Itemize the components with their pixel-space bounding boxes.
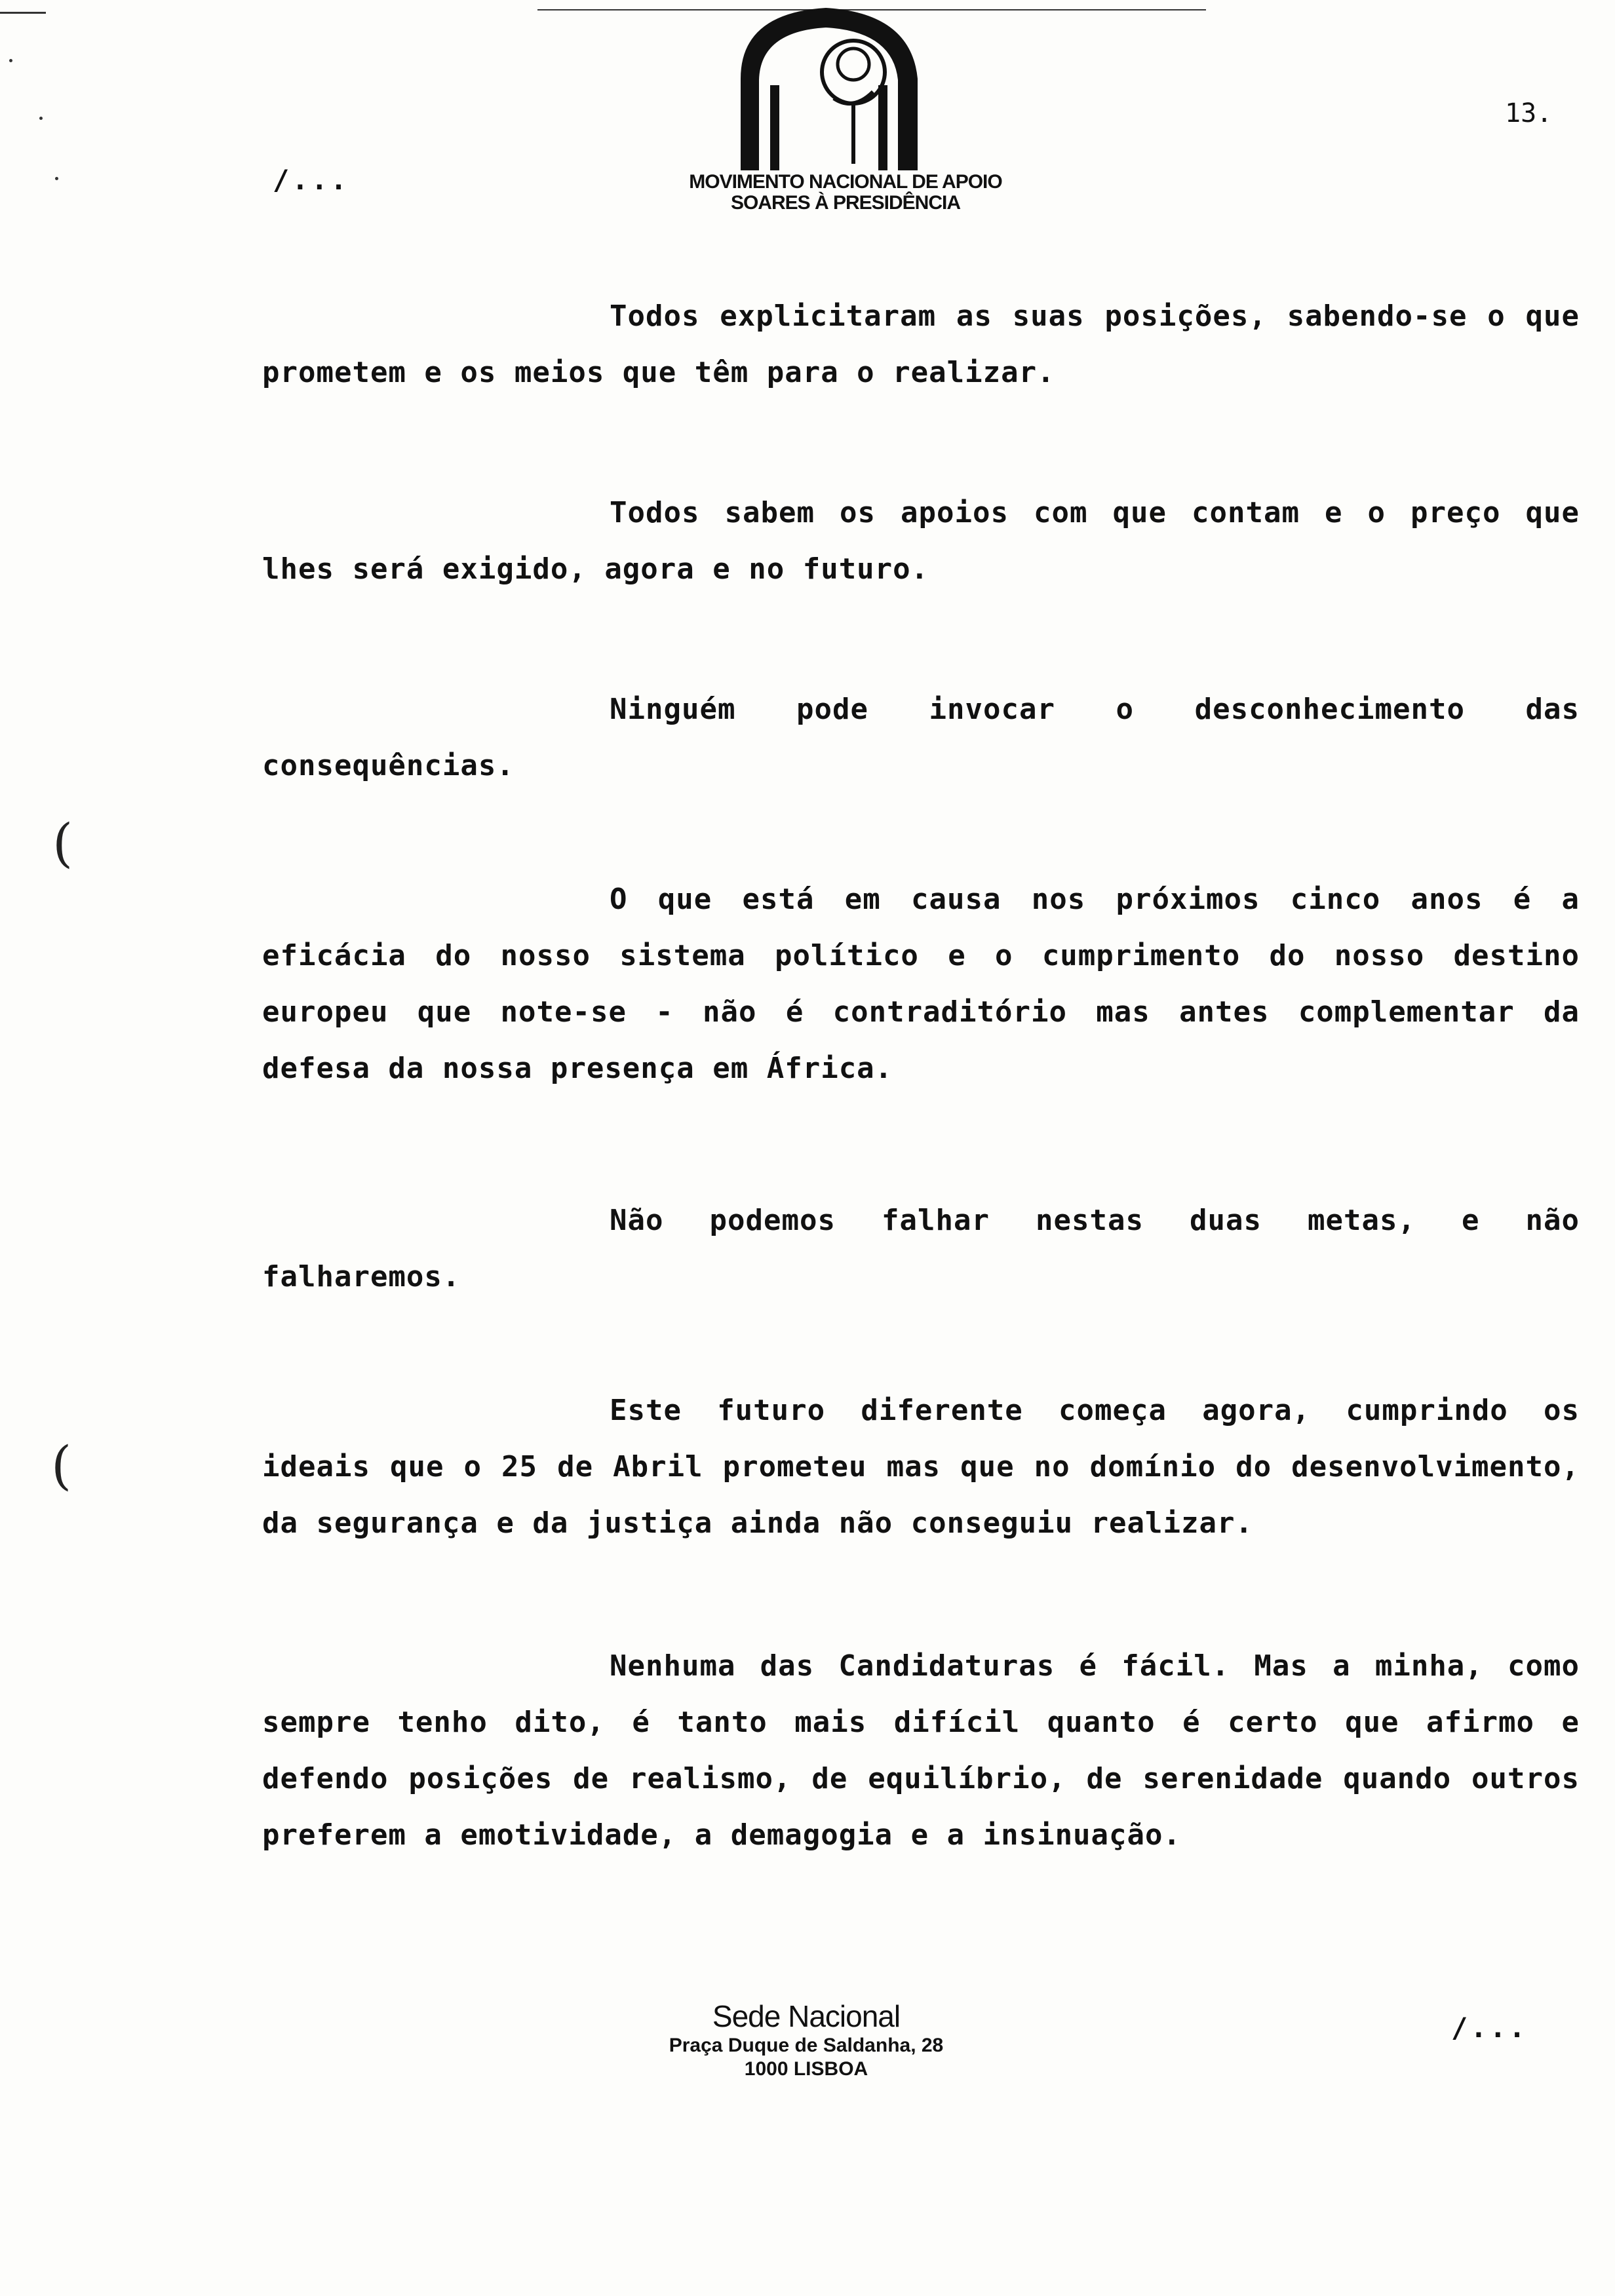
paragraph-4: O que está em causa nos próximos cinco anos é a eficácia do nosso sistema político e o cumprimento do nosso destino europeu que note-se - não é contraditório mas antes complementar da defesa da nossa presença em África. [262, 883, 1580, 1085]
paragraph-5: Não podemos falhar nestas duas metas, e não falharemos. [262, 1204, 1580, 1293]
punch-hole-mark-upper: ( [52, 813, 73, 873]
paragraph-7: Nenhuma das Candidaturas é fácil. Mas a minha, como sempre tenho dito, é tanto mais difícil quanto é certo que afirmo e defendo posições de realismo, de equilíbrio, de serenidade quando outros preferem a emotividade, a demagogia e a insinuação. [262, 1649, 1580, 1852]
logo-line-1: MOVIMENTO NACIONAL DE APOIO [689, 171, 1002, 193]
punch-hole-mark-lower: ( [51, 1435, 72, 1496]
scan-speck [39, 117, 43, 120]
page-number: 13. [1505, 98, 1553, 128]
paragraph-2: Todos sabem os apoios com que contam e o preço que lhes será exigido, agora e no futuro. [262, 496, 1580, 586]
continued-marker-bottom: /... [1451, 2012, 1528, 2044]
paragraph-6: Este futuro diferente começa agora, cumprindo os ideais que o 25 de Abril prometeu mas que no domínio do desenvolvimento, da segurança e da justiça ainda não conseguiu realizar. [262, 1394, 1580, 1540]
scan-speck [9, 59, 12, 62]
scan-top-rule-left [0, 12, 46, 14]
paragraph-1: Todos explicitaram as suas posições, sabendo-se o que prometem e os meios que têm para o realizar. [262, 299, 1580, 389]
paragraph-3: Ninguém pode invocar o desconhecimento das consequências. [262, 693, 1580, 782]
logo-line-2: SOARES À PRESIDÊNCIA [730, 192, 961, 214]
footer-city: 1000 LISBOA [744, 2058, 868, 2080]
scan-speck [55, 177, 58, 180]
continued-marker-top: /... [273, 164, 350, 196]
footer-address [590, 1999, 1022, 2081]
footer-street: Praça Duque de Saldanha, 28 [669, 2035, 944, 2056]
footer-title: Sede Nacional [712, 1999, 901, 2033]
